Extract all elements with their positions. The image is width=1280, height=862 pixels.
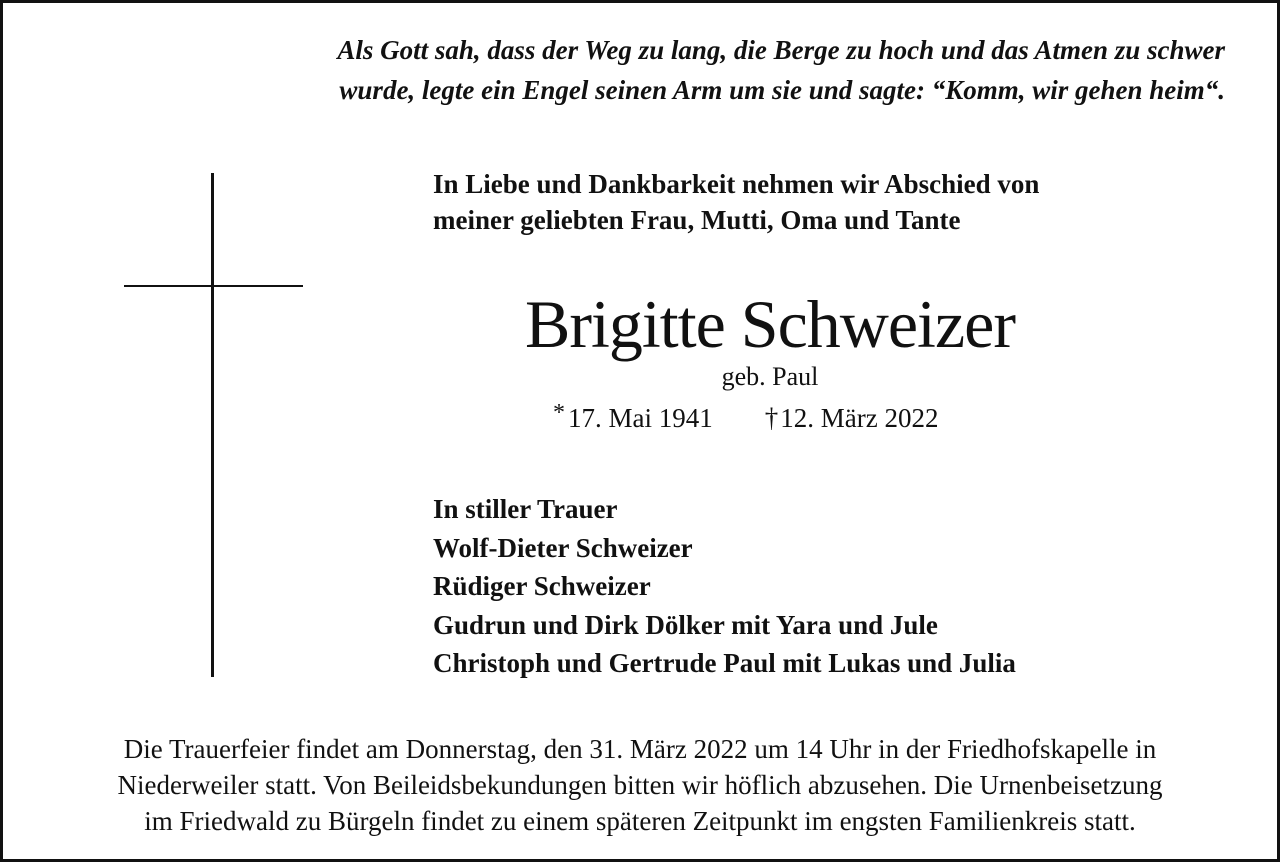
maiden-name: geb. Paul <box>721 362 819 391</box>
funeral-notice-line-2: Niederweiler statt. Von Beileidsbekundungen bitten wir höflich abzusehen. Die Urnenbeisetzung <box>117 770 1163 800</box>
funeral-notice <box>20 731 1260 839</box>
life-dates <box>553 398 938 440</box>
funeral-notice-line-3: im Friedwald zu Bürgeln findet zu einem späteren Zeitpunkt im engsten Familienkreis statt. <box>144 806 1136 836</box>
mourners-list <box>433 490 1016 683</box>
death-date: 12. März 2022 <box>780 403 939 433</box>
mourner-name: Gudrun und Dirk Dölker mit Yara und Jule <box>433 609 938 640</box>
motto-quote <box>175 30 1225 110</box>
mourners-heading: In stiller Trauer <box>433 494 618 524</box>
mourner-name: Rüdiger Schweizer <box>433 571 651 601</box>
intro-line-1: In Liebe und Dankbarkeit nehmen wir Abschied von <box>433 169 1040 199</box>
intro-line-2: meiner geliebten Frau, Mutti, Oma und Tante <box>433 205 961 235</box>
cross-horizontal-beam <box>124 285 303 287</box>
death-dagger-icon: † <box>764 403 779 433</box>
birth-star-icon: * <box>553 400 565 426</box>
funeral-notice-line-1: Die Trauerfeier findet am Donnerstag, den 31. März 2022 um 14 Uhr in der Friedhofskapelle in <box>123 734 1157 764</box>
cross-vertical-beam <box>211 173 214 677</box>
birth-date: 17. Mai 1941 <box>568 403 713 433</box>
mourner-name: Christoph und Gertrude Paul mit Lukas und Julia <box>433 648 1016 678</box>
motto-line-2: wurde, legte ein Engel seinen Arm um sie und sagte: “Komm, wir gehen heim“. <box>339 75 1225 105</box>
deceased-name: Brigitte Schweizer <box>525 286 1015 362</box>
motto-line-1: Als Gott sah, dass der Weg zu lang, die Berge zu hoch und das Atmen zu schwer <box>337 35 1225 65</box>
mourner-name: Wolf-Dieter Schweizer <box>433 532 693 563</box>
intro-text <box>433 166 1039 238</box>
